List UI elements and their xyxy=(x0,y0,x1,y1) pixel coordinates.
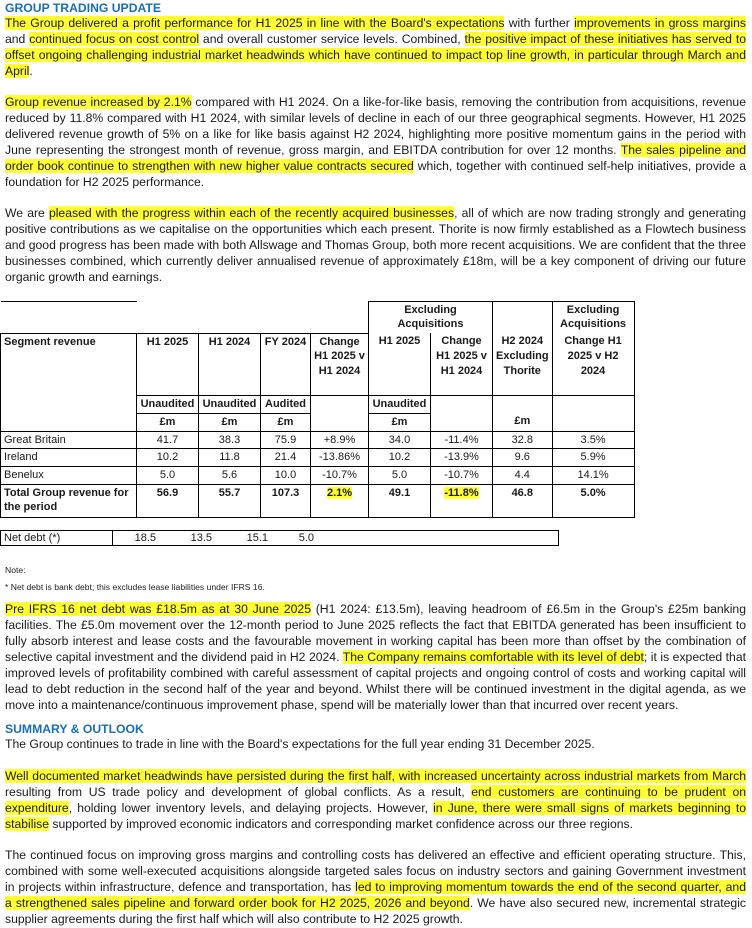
highlighted-text: led to improving momentum towards the end of the second quarter, and a strengthened sales pipeline and forward order book for H2 2025, 2026 and beyond xyxy=(5,879,746,910)
row-label: Benelux xyxy=(1,467,137,485)
text-run: and overall customer service levels. Combined, xyxy=(199,31,465,46)
cell: 32.8 xyxy=(493,431,553,449)
cell: 5.6 xyxy=(199,467,261,485)
cell xyxy=(431,484,493,517)
col-change-h1-excl: Change H1 2025 v H1 2024 xyxy=(431,333,493,396)
highlighted-text: continued focus on cost control xyxy=(29,31,200,46)
status-h1-2025-excl: Unaudited xyxy=(369,396,431,414)
cell: -10.7% xyxy=(311,467,369,485)
unit-h1-2025-excl: £m xyxy=(369,413,431,431)
cell: 41.7 xyxy=(137,431,199,449)
cell: -11.4% xyxy=(431,431,493,449)
highlighted-text: The sales pipeline and order book continue to strengthen with new higher value contracts secured xyxy=(5,142,746,173)
cell: 34.0 xyxy=(369,431,431,449)
cell: 46.8 xyxy=(493,484,553,517)
cell: 13.5 xyxy=(159,530,215,545)
highlighted-text: improvements in gross margins xyxy=(574,16,747,30)
table-row xyxy=(1,449,635,467)
net-debt-paragraph xyxy=(5,602,746,713)
text-run: We are xyxy=(5,206,49,221)
col-h2-2024-excl-thorite: H2 2024 Excluding Thorite xyxy=(493,333,553,396)
text-run: . We have also secured new, incremental strategic supplier agreements during the first half which will also contribute to H2 2025 growth. xyxy=(5,895,747,926)
text-run: . xyxy=(29,63,33,78)
cell: -13.9% xyxy=(431,449,493,467)
cell: 10.0 xyxy=(261,467,311,485)
highlighted-value: 2.1% xyxy=(326,486,353,499)
trading-paragraph-3 xyxy=(5,206,746,286)
highlighted-text: Pre IFRS 16 net debt was £18.5m as at 30 June 2025 xyxy=(5,602,311,617)
excluding-acquisitions-header-2: Excluding Acquisitions xyxy=(552,301,634,333)
text-run: with further xyxy=(504,16,575,30)
note xyxy=(5,564,746,593)
excluding-acquisitions-header: Excluding Acquisitions xyxy=(369,301,493,333)
text-run: The Group continues to trade in line with the Board's expectations for the full year ending 31 December 2025. xyxy=(5,737,595,752)
col-h1-2025-excl: H1 2025 xyxy=(369,333,431,396)
status-row xyxy=(1,396,635,414)
highlighted-text: end customers are continuing to be prudent on expenditure xyxy=(5,784,746,815)
text-run: and xyxy=(5,31,30,46)
text-run: , holding lower inventory levels, and delaying projects. However, xyxy=(68,800,434,815)
cell: 11.8 xyxy=(199,449,261,467)
highlighted-text: The Company remains comfortable with its level of debt xyxy=(342,649,644,664)
col-change-h2: Change H1 2025 v H2 2024 xyxy=(552,333,634,396)
cell: 75.9 xyxy=(261,431,311,449)
outlook-paragraph-1 xyxy=(5,737,746,753)
trading-paragraph-1 xyxy=(5,16,746,80)
cell: -10.7% xyxy=(431,467,493,485)
total-label: Total Group revenue for the period xyxy=(1,484,137,517)
text-run: compared with H1 2024. On a like-for-like basis, removing the contribution from acquisitions, revenue reduced by 11.8% compared with H1 2024, with similar levels of decline in each of our three geographical segments. However, H1 2025 delivered revenue growth of 5% on a like for like basis against H2 2024, highlighting more positive momentum gains in the period with June representing the strongest month of revenue, gross margin, and EBITDA contribution for over 12 months. xyxy=(5,95,746,157)
note-text: * Net debt is bank debt; this excludes lease liabilities under IFRS 16. xyxy=(5,581,265,592)
col-segment-revenue: Segment revenue xyxy=(1,333,137,396)
highlighted-value: -11.8% xyxy=(444,486,479,499)
cell: 9.6 xyxy=(493,449,553,467)
note-label: Note: xyxy=(5,564,26,575)
col-h1-2024: H1 2024 xyxy=(199,333,261,396)
unit-h1-2024: £m xyxy=(199,413,261,431)
cell: 18.5 xyxy=(113,530,160,545)
cell: 4.4 xyxy=(493,467,553,485)
highlighted-text: the positive impact of these initiatives has served to offset ongoing challenging industrial market headwinds which have continued to impact top line growth, in particular through March and April xyxy=(5,31,746,78)
highlighted-text: in June, there were small signs of markets beginning to stabilise xyxy=(5,800,746,831)
col-h1-2025: H1 2025 xyxy=(137,333,199,396)
highlighted-text: pleased with the progress within each of the recently acquired businesses xyxy=(48,206,455,221)
outlook-paragraph-2 xyxy=(5,769,746,833)
col-change-h1: Change H1 2025 v H1 2024 xyxy=(311,333,369,396)
cell: 15.1 xyxy=(215,530,271,545)
row-label: Great Britain xyxy=(1,431,137,449)
unit-fy-2024: £m xyxy=(261,413,311,431)
highlighted-text: The Group delivered a profit performance for H1 2025 in line with the Board's expectations xyxy=(5,16,505,30)
net-debt-row xyxy=(1,530,559,545)
trading-heading: GROUP TRADING UPDATE xyxy=(5,1,161,15)
status-fy-2024: Audited xyxy=(261,396,311,414)
cell: 49.1 xyxy=(369,484,431,517)
group-header-row xyxy=(1,301,635,333)
cell: 5.0% xyxy=(552,484,634,517)
column-header-row xyxy=(1,333,635,396)
cell xyxy=(311,484,369,517)
cell: 56.9 xyxy=(137,484,199,517)
cell: 5.0 xyxy=(271,530,317,545)
text-run: The continued focus on improving gross margins and controlling costs has delivered an effective and efficient operating structure. This, combined with some well-executed acquisitions alongside targeted sales focus on industry sectors and gaining Government investment in projects within infrastructure, defence and transportation, has xyxy=(5,848,746,894)
cell: 107.3 xyxy=(261,484,311,517)
table-row xyxy=(1,431,635,449)
unit-h1-2025: £m xyxy=(137,413,199,431)
text-run: resulting from US trade policy and development of global conflicts. As a result, xyxy=(5,784,472,799)
cell: -13.86% xyxy=(311,449,369,467)
units-row xyxy=(1,413,635,431)
cell: 38.3 xyxy=(199,431,261,449)
highlighted-text: Group revenue increased by 2.1% xyxy=(5,95,192,110)
col-fy-2024: FY 2024 xyxy=(261,333,311,396)
unit-h2-2024: £m xyxy=(493,413,553,431)
outlook-paragraph-3 xyxy=(5,848,746,928)
cell: 10.2 xyxy=(137,449,199,467)
status-h1-2024: Unaudited xyxy=(199,396,261,414)
cell: 5.9% xyxy=(552,449,634,467)
row-label: Ireland xyxy=(1,449,137,467)
text-run: supported by improved economic indicators and corresponding market confidence across our three regions. xyxy=(49,816,633,831)
status-h1-2025: Unaudited xyxy=(137,396,199,414)
cell: 3.5% xyxy=(552,431,634,449)
cell: 10.2 xyxy=(369,449,431,467)
trading-paragraph-2 xyxy=(5,95,746,190)
table-row xyxy=(1,467,635,485)
cell: 5.0 xyxy=(137,467,199,485)
cell: +8.9% xyxy=(311,431,369,449)
total-row xyxy=(1,484,635,517)
net-debt-table xyxy=(0,530,559,546)
segment-revenue-table xyxy=(0,301,635,518)
cell: 55.7 xyxy=(199,484,261,517)
text-run: (H1 2024: £13.5m), leaving headroom of £6.5m in the Group's £25m banking facilities. The £5.0m movement over the 12-month period to June 2025 reflects the fact that EBITDA generated has been insufficient to fully absorb interest and lease costs and the favourable movement in working capital has been more than offset by the combination of selective capital investment and the dividend paid in H2 2024. xyxy=(5,602,746,664)
text-run: which, together with continued self-help initiatives, provide a foundation for H2 2025 performance. xyxy=(5,158,746,189)
outlook-heading: SUMMARY & OUTLOOK xyxy=(5,722,144,737)
text-run: ; it is expected that improved levels of profitability combined with careful assessment of capital projects and ongoing control of costs and working capital will lead to debt reduction in the second half of the year and beyond. Whilst there will be continued investment in the digital agenda, as we move into a maintenance/continuous improvement phase, spend will be materially lower than that incurred over recent years. xyxy=(5,649,746,712)
cell: 21.4 xyxy=(261,449,311,467)
cell: 5.0 xyxy=(369,467,431,485)
cell: 14.1% xyxy=(552,467,634,485)
text-run: , all of which are now trading strongly and generating positive contributions as we capitalise on the opportunities which each present. Thorite is now firmly established as a Flowtech business and good progress has been made with both Allswage and Thomas Group, both more recent acquisitions. We are confident that the three businesses combined, which currently deliver annualised revenue of approximately £18m, will be a key component of driving our future organic growth and earnings. xyxy=(5,206,746,284)
highlighted-text: Well documented market headwinds have persisted during the first half, with increased uncertainty across industrial markets from March xyxy=(5,768,746,783)
net-debt-label: Net debt (*) xyxy=(1,530,113,545)
